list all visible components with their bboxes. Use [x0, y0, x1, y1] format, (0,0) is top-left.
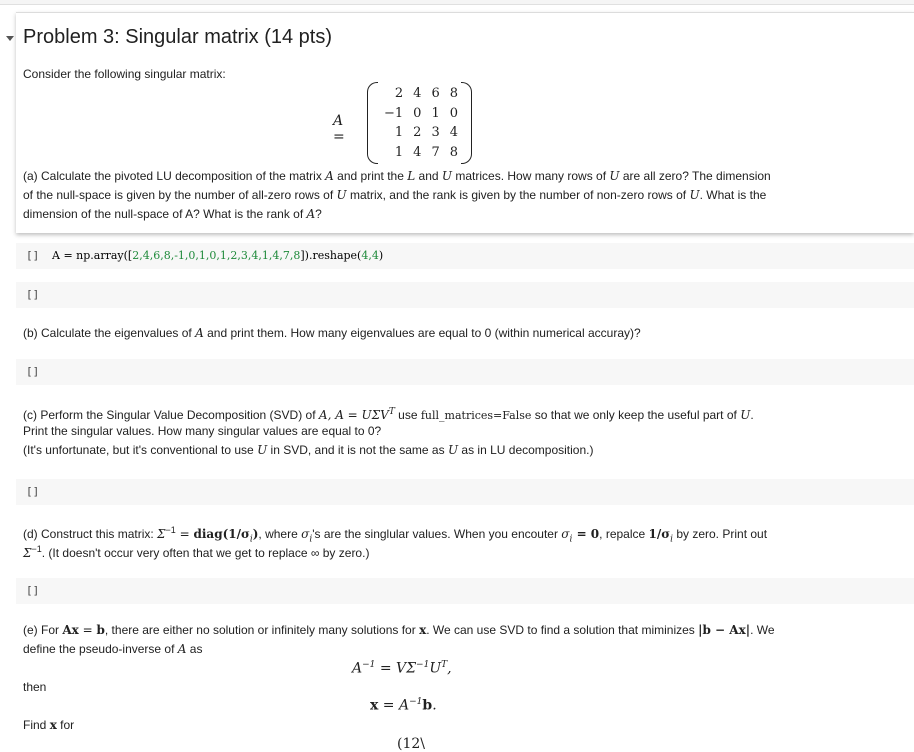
execution-count-prompt: [] [26, 288, 40, 301]
pseudo-inverse-equation: $A^{-1} = V\Sigma^{-1}U^T$, [352, 660, 452, 677]
cell-top-divider [0, 0, 914, 5]
matrix-label: A = [333, 113, 345, 145]
matrix-row [379, 104, 463, 124]
matrix-entry: 2 [413, 125, 422, 141]
execution-count-prompt: [] [26, 584, 40, 597]
matrix-entry: 4 [449, 125, 459, 141]
left-paren [367, 82, 378, 164]
matrix-entry: 6 [431, 86, 440, 102]
matrix-row [379, 84, 463, 104]
matrix-entry: 7 [431, 144, 440, 160]
part-c-line-3: (It's unfortunate, but it's conventional to use U in SVD, and it is not the same as U as in LU decomposition.) [23, 443, 594, 457]
part-e-line-2: define the pseudo-inverse of A as [23, 642, 203, 656]
matrix-row [379, 143, 463, 163]
matrix-entry: 4 [413, 86, 422, 102]
execution-count-prompt: [] [26, 485, 40, 498]
page-title: Problem 3: Singular matrix (14 pts) [23, 26, 333, 48]
find-x-text: Find x for [23, 718, 75, 732]
part-a-line-3: dimension of the null-space of A? What is the rank of A? [23, 207, 322, 221]
right-paren [461, 82, 472, 164]
part-c-line-2: Print the singular values. How many singular values are equal to 0? [23, 424, 382, 438]
matrix-row [379, 123, 463, 143]
matrix-entry: −1 [384, 105, 404, 121]
code-cell[interactable] [16, 243, 914, 269]
code-line[interactable]: A = np.array([2,4,6,8,-1,0,1,0,1,2,3,4,1,4,7,8]).reshape(4,4) [52, 249, 384, 262]
matrix-entry: 3 [431, 125, 440, 141]
code-cell-empty[interactable] [16, 282, 914, 308]
matrix-entry: 8 [449, 144, 459, 160]
part-d-line-2: $\Sigma^{-1}$. (It doesn't occur very often that we get to replace ∞ by zero.) [23, 544, 370, 560]
matrix-entry: 4 [413, 144, 422, 160]
part-e-line-1: (e) For Ax = b, there are either no solution or infinitely many solutions for x. We can use SVD to find a solution that miminizes |b − Ax|. We [23, 623, 775, 637]
part-d-line-1: (d) Construct this matrix: $\Sigma^{-1}$ = $diag(1/\sigma_i)$, where $\sigma_i's$ are the singlular values. When you encouter $\sigma_i = 0$, repalce $1/\sigma_i$ by zero. Print out [23, 525, 768, 545]
matrix-entry: 0 [413, 105, 422, 121]
collapse-caret-icon[interactable] [6, 36, 14, 41]
matrix-entry: 0 [449, 105, 459, 121]
code-cell-empty[interactable] [16, 578, 914, 604]
code-cell-empty[interactable] [16, 359, 914, 385]
matrix-table [379, 84, 463, 162]
then-text: then [23, 680, 47, 694]
code-cell-empty[interactable] [16, 479, 914, 505]
part-c-line-1: (c) Perform the Singular Value Decomposition (SVD) of A, $A = U\Sigma V^T$ use full_matrices=False so that we only keep the useful part of U. [23, 407, 754, 422]
part-b-text: (b) Calculate the eigenvalues of A and print them. How many eigenvalues are equal to 0 (within numerical accuray)? [23, 326, 641, 340]
matrix-entry: 1 [394, 144, 404, 160]
matrix-entry: 2 [394, 86, 404, 102]
intro-text: Consider the following singular matrix: [23, 67, 226, 81]
matrix-entry: 1 [431, 105, 440, 121]
solution-equation: $x = A^{-1}b$. [370, 697, 437, 714]
execution-count-prompt: [] [26, 365, 40, 378]
part-a-line-2: of the null-space is given by the number of all-zero rows of U matrix, and the rank is given by the number of non-zero rows of U. What is the [23, 188, 767, 202]
matrix-entry: 8 [449, 86, 459, 102]
matrix-entry: 1 [394, 125, 404, 141]
part-a-line-1: (a) Calculate the pivoted LU decomposition of the matrix A and print the L and U matrices. How many rows of U are all zero? The dimension [23, 169, 771, 183]
vector-b-top: (12\ [397, 736, 426, 752]
execution-count-prompt: [] [26, 249, 40, 262]
